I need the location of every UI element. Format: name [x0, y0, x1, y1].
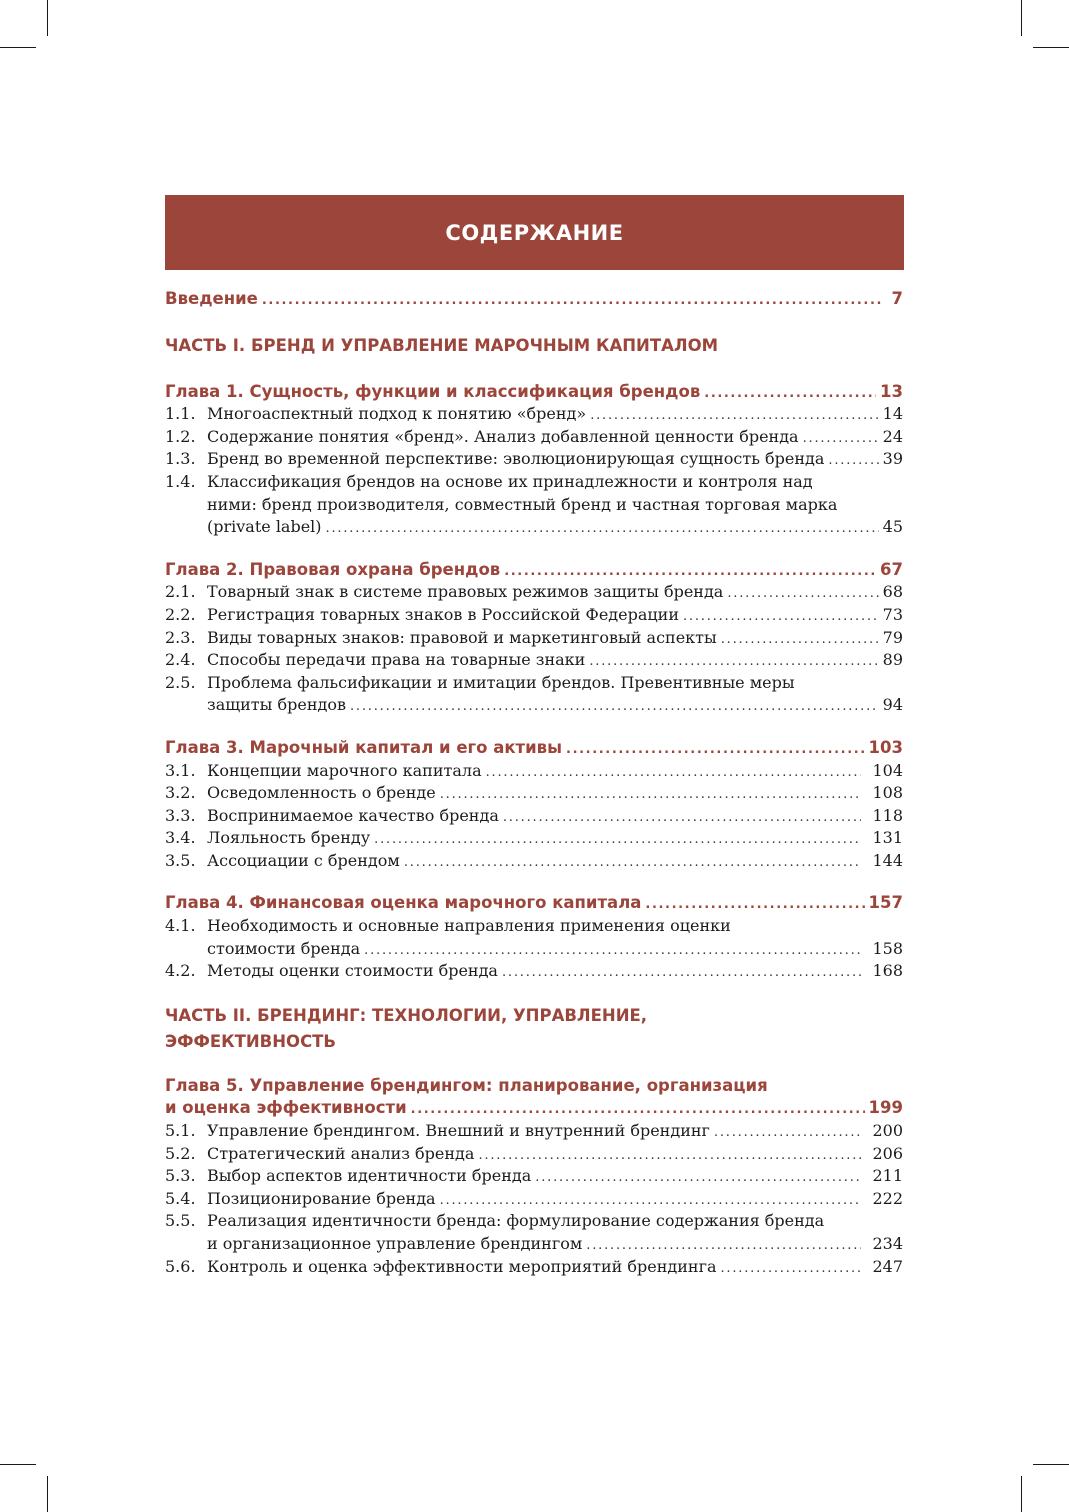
page-title-banner — [165, 195, 904, 270]
part-title: ЭФФЕКТИВНОСТЬ — [165, 1031, 337, 1051]
crop-mark — [1033, 1464, 1069, 1465]
toc-page: 222 — [872, 1188, 903, 1208]
toc-section[interactable] — [165, 403, 903, 426]
section-title: Стратегический анализ бренда — [207, 1143, 475, 1163]
dot-leader — [683, 606, 879, 629]
chapter-title: Глава 5. Управление брендингом: планирование, организация — [165, 1075, 768, 1095]
section-number: 1.4. — [165, 471, 196, 491]
toc-section[interactable] — [165, 1143, 903, 1166]
section-number: 4.1. — [165, 916, 196, 936]
toc-section-continued[interactable] — [165, 694, 903, 717]
crop-mark — [0, 47, 36, 48]
toc-page: 118 — [872, 805, 903, 825]
part-heading — [165, 333, 903, 359]
section-title: Классификация брендов на основе их принадлежности и контроля над — [207, 471, 813, 491]
dot-leader — [727, 583, 878, 606]
section-number: 5.5. — [165, 1211, 196, 1231]
dot-leader — [535, 1167, 861, 1190]
toc-page: 144 — [872, 850, 903, 870]
section-title: Необходимость и основные направления применения оценки — [207, 916, 731, 936]
dot-leader — [262, 290, 883, 313]
chapter-title: Глава 2. Правовая охрана брендов — [165, 559, 501, 579]
part-heading — [165, 1003, 903, 1029]
section-title: Содержание понятия «бренд». Анализ добавленной ценности бренда — [207, 426, 799, 446]
dot-leader — [645, 894, 864, 917]
dot-leader — [440, 1190, 861, 1213]
toc-section[interactable] — [165, 760, 903, 783]
toc-title: Введение — [165, 289, 258, 308]
section-title: Управление брендингом. Внешний и внутренний брендинг — [207, 1121, 710, 1141]
toc-page: 79 — [882, 627, 903, 647]
toc-page: 157 — [868, 893, 903, 913]
dot-leader — [504, 561, 876, 584]
toc-page: 199 — [868, 1098, 903, 1118]
toc-page: 39 — [882, 449, 903, 469]
dot-leader — [803, 428, 879, 451]
section-title: Выбор аспектов идентичности бренда — [207, 1166, 532, 1186]
dot-leader — [566, 739, 865, 762]
section-number: 3.1. — [165, 760, 196, 780]
section-number: 1.1. — [165, 404, 196, 424]
toc-page: 89 — [882, 650, 903, 670]
toc-page: 158 — [872, 938, 903, 958]
section-number: 3.4. — [165, 828, 196, 848]
toc-section[interactable] — [165, 627, 903, 650]
toc-section[interactable] — [165, 1188, 903, 1211]
section-title: Концепции марочного капитала — [207, 760, 482, 780]
toc-section[interactable] — [165, 581, 903, 604]
toc-page: 24 — [882, 426, 903, 446]
toc-page: 206 — [872, 1143, 903, 1163]
dot-leader — [502, 962, 861, 985]
dot-leader — [589, 651, 878, 674]
section-title: Виды товарных знаков: правовой и маркетинговый аспекты — [207, 627, 717, 647]
section-title: Методы оценки стоимости бренда — [207, 961, 498, 981]
crop-mark — [1033, 47, 1069, 48]
section-title: Способы передачи права на товарные знаки — [207, 650, 586, 670]
chapter-title: Глава 4. Финансовая оценка марочного капитала — [165, 893, 642, 913]
dot-leader — [586, 1235, 861, 1258]
chapter-heading[interactable] — [165, 381, 903, 404]
dot-leader — [364, 940, 861, 963]
dot-leader — [478, 1145, 861, 1168]
toc-section[interactable] — [165, 426, 903, 449]
toc-section[interactable] — [165, 649, 903, 672]
dot-leader — [350, 696, 879, 719]
dot-leader — [374, 829, 861, 852]
section-number: 2.4. — [165, 650, 196, 670]
chapter-heading[interactable] — [165, 559, 903, 582]
section-number: 5.3. — [165, 1166, 196, 1186]
section-title: стоимости бренда — [207, 938, 361, 958]
section-title: и организационное управление брендингом — [207, 1234, 583, 1253]
section-number: 2.1. — [165, 582, 196, 602]
dot-leader — [721, 629, 879, 652]
section-title: Воспринимаемое качество бренда — [207, 805, 499, 825]
toc-page: 67 — [880, 559, 903, 579]
section-title: Регистрация товарных знаков в Российской Федерации — [207, 604, 679, 624]
chapter-title: Глава 1. Сущность, функции и классификация брендов — [165, 381, 701, 401]
section-title: защиты брендов — [207, 695, 346, 715]
dot-leader — [440, 784, 861, 807]
dot-leader — [404, 852, 861, 875]
toc-section[interactable] — [165, 604, 903, 627]
toc-section-continued[interactable] — [165, 516, 903, 539]
section-number: 1.3. — [165, 449, 196, 469]
toc-section-continued[interactable] — [165, 938, 903, 961]
section-title: ними: бренд производителя, совместный бренд и частная торговая марка — [207, 494, 838, 514]
toc-page: 13 — [880, 381, 903, 401]
toc-page: 247 — [872, 1256, 903, 1276]
section-number: 3.5. — [165, 850, 196, 870]
toc-page: 45 — [882, 517, 903, 537]
dot-leader — [590, 405, 878, 428]
section-number: 3.3. — [165, 805, 196, 825]
toc-section[interactable] — [165, 672, 903, 695]
section-title: Ассоциации с брендом — [207, 850, 400, 870]
chapter-title: и оценка эффективности — [165, 1098, 407, 1118]
table-of-contents — [165, 288, 903, 1278]
crop-mark — [1021, 1476, 1022, 1512]
section-title: Проблема фальсификации и имитации брендов. Превентивные меры — [207, 672, 795, 692]
page-title: СОДЕРЖАНИЕ — [445, 220, 624, 245]
toc-section-continued[interactable] — [165, 494, 903, 517]
toc-page: 14 — [882, 404, 903, 424]
section-title: Контроль и оценка эффективности мероприятий брендинга — [207, 1256, 717, 1276]
toc-page: 131 — [872, 828, 903, 848]
toc-section[interactable] — [165, 1256, 903, 1279]
toc-section[interactable] — [165, 915, 903, 938]
toc-page: 103 — [868, 737, 903, 757]
toc-section[interactable] — [165, 805, 903, 828]
toc-page: 68 — [882, 582, 903, 602]
toc-page: 168 — [872, 961, 903, 981]
toc-page: 104 — [872, 760, 903, 780]
toc-section[interactable] — [165, 960, 903, 983]
toc-section[interactable] — [165, 471, 903, 494]
section-number: 5.6. — [165, 1256, 196, 1276]
section-title: Позиционирование бренда — [207, 1188, 436, 1208]
chapter-heading[interactable] — [165, 737, 903, 760]
toc-section[interactable] — [165, 850, 903, 873]
toc-section[interactable] — [165, 827, 903, 850]
section-title: Бренд во временной перспективе: эволюционирующая сущность бренда — [207, 449, 825, 469]
chapter-heading-continued[interactable] — [165, 1097, 903, 1120]
section-number: 4.2. — [165, 961, 196, 981]
toc-page: 73 — [882, 604, 903, 624]
dot-leader — [720, 1258, 861, 1281]
section-title: Реализация идентичности бренда: формулирование содержания бренда — [207, 1211, 825, 1231]
toc-intro[interactable] — [165, 288, 903, 311]
section-number: 5.1. — [165, 1121, 196, 1141]
toc-page: 234 — [872, 1234, 903, 1253]
dot-leader — [714, 1122, 861, 1145]
section-title: Осведомленность о бренде — [207, 783, 436, 803]
section-number: 5.2. — [165, 1143, 196, 1163]
chapter-heading[interactable] — [165, 892, 903, 915]
toc-section[interactable] — [165, 1165, 903, 1188]
section-number: 3.2. — [165, 783, 196, 803]
part-title: ЧАСТЬ II. БРЕНДИНГ: ТЕХНОЛОГИИ, УПРАВЛЕНИЕ, — [165, 1005, 648, 1025]
dot-leader — [326, 518, 879, 541]
section-number: 5.4. — [165, 1188, 196, 1208]
toc-section[interactable] — [165, 1120, 903, 1143]
section-number: 1.2. — [165, 426, 196, 446]
toc-page: 108 — [872, 783, 903, 803]
toc-page: 94 — [882, 695, 903, 715]
crop-mark — [1021, 0, 1022, 36]
section-title: Лояльность бренду — [207, 828, 371, 848]
crop-mark — [0, 1464, 36, 1465]
toc-section-continued[interactable] — [165, 1233, 903, 1256]
section-title: (private label) — [207, 517, 322, 537]
part-title: ЧАСТЬ I. БРЕНД И УПРАВЛЕНИЕ МАРОЧНЫМ КАПИТАЛОМ — [165, 335, 719, 355]
toc-page: 7 — [891, 289, 903, 308]
toc-section[interactable] — [165, 782, 903, 805]
dot-leader — [828, 450, 878, 473]
section-number: 2.5. — [165, 672, 196, 692]
dot-leader — [503, 807, 861, 830]
crop-mark — [47, 0, 48, 36]
section-number: 2.3. — [165, 627, 196, 647]
chapter-heading[interactable] — [165, 1075, 903, 1098]
part-heading-continued — [165, 1029, 903, 1055]
dot-leader — [486, 762, 861, 785]
chapter-title: Глава 3. Марочный капитал и его активы — [165, 737, 563, 757]
dot-leader — [411, 1099, 865, 1122]
toc-section[interactable] — [165, 1210, 903, 1233]
toc-section[interactable] — [165, 448, 903, 471]
dot-leader — [704, 383, 876, 406]
crop-mark — [47, 1476, 48, 1512]
section-title: Товарный знак в системе правовых режимов защиты бренда — [207, 582, 724, 602]
section-title: Многоаспектный подход к понятию «бренд» — [207, 404, 587, 424]
toc-page: 200 — [872, 1121, 903, 1141]
toc-page: 211 — [872, 1166, 903, 1186]
section-number: 2.2. — [165, 604, 196, 624]
